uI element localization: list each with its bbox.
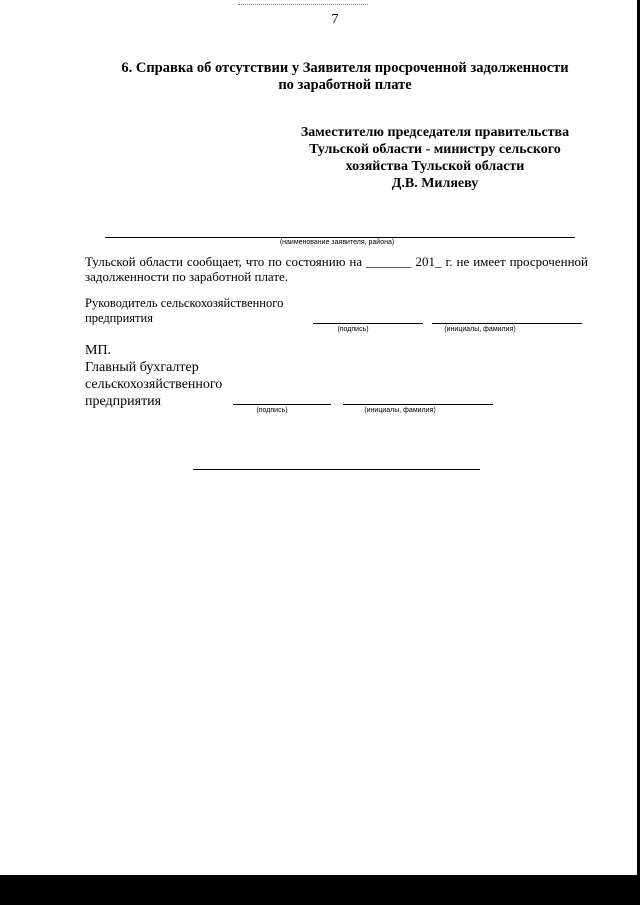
- head-role-line-2: предприятия: [85, 311, 153, 325]
- accountant-block: [85, 342, 285, 410]
- accountant-initials-caption: (инициалы, фамилия): [364, 407, 436, 414]
- accountant-initials-line: [343, 404, 493, 405]
- accountant-role-line-3: предприятия: [85, 394, 162, 409]
- head-initials-caption: (инициалы, фамилия): [444, 326, 516, 333]
- head-signature-caption: (подпись): [337, 326, 369, 333]
- statement-text: Тульской области сообщает, что по состоянию на _______ 201_ г. не имеет просроченной задолженности по заработной плате.: [85, 254, 588, 284]
- stamp-mark: МП.: [85, 343, 112, 358]
- title-line-2: по заработной плате: [278, 77, 412, 93]
- accountant-signature-caption: (подпись): [256, 407, 288, 414]
- scan-border-bottom: [0, 875, 640, 905]
- addressee-line-4: Д.В. Миляеву: [391, 176, 479, 191]
- separator-line: [193, 469, 480, 470]
- page-number: 7: [331, 12, 339, 27]
- scan-artifact: [238, 0, 368, 5]
- head-role: [85, 296, 315, 326]
- applicant-caption: (наименование заявителя, района): [279, 239, 395, 246]
- applicant-name-line: [105, 237, 575, 238]
- head-role-line-1: Руководитель сельскохозяйственного: [85, 296, 284, 310]
- accountant-role-line-2: сельскохозяйственного: [85, 377, 223, 392]
- addressee-line-2: Тульской области - министру сельского: [309, 142, 561, 157]
- accountant-signature-line: [233, 404, 331, 405]
- addressee-block: [270, 124, 600, 192]
- head-initials-line: [432, 323, 582, 324]
- accountant-role-line-1: Главный бухгалтер: [85, 360, 199, 375]
- addressee-line-3: хозяйства Тульской области: [345, 159, 525, 174]
- document-title: [60, 60, 630, 94]
- head-signature-line: [313, 323, 423, 324]
- addressee-line-1: Заместителю председателя правительства: [300, 125, 570, 140]
- title-line-1: 6. Справка об отсутствии у Заявителя просроченной задолженности: [121, 60, 569, 76]
